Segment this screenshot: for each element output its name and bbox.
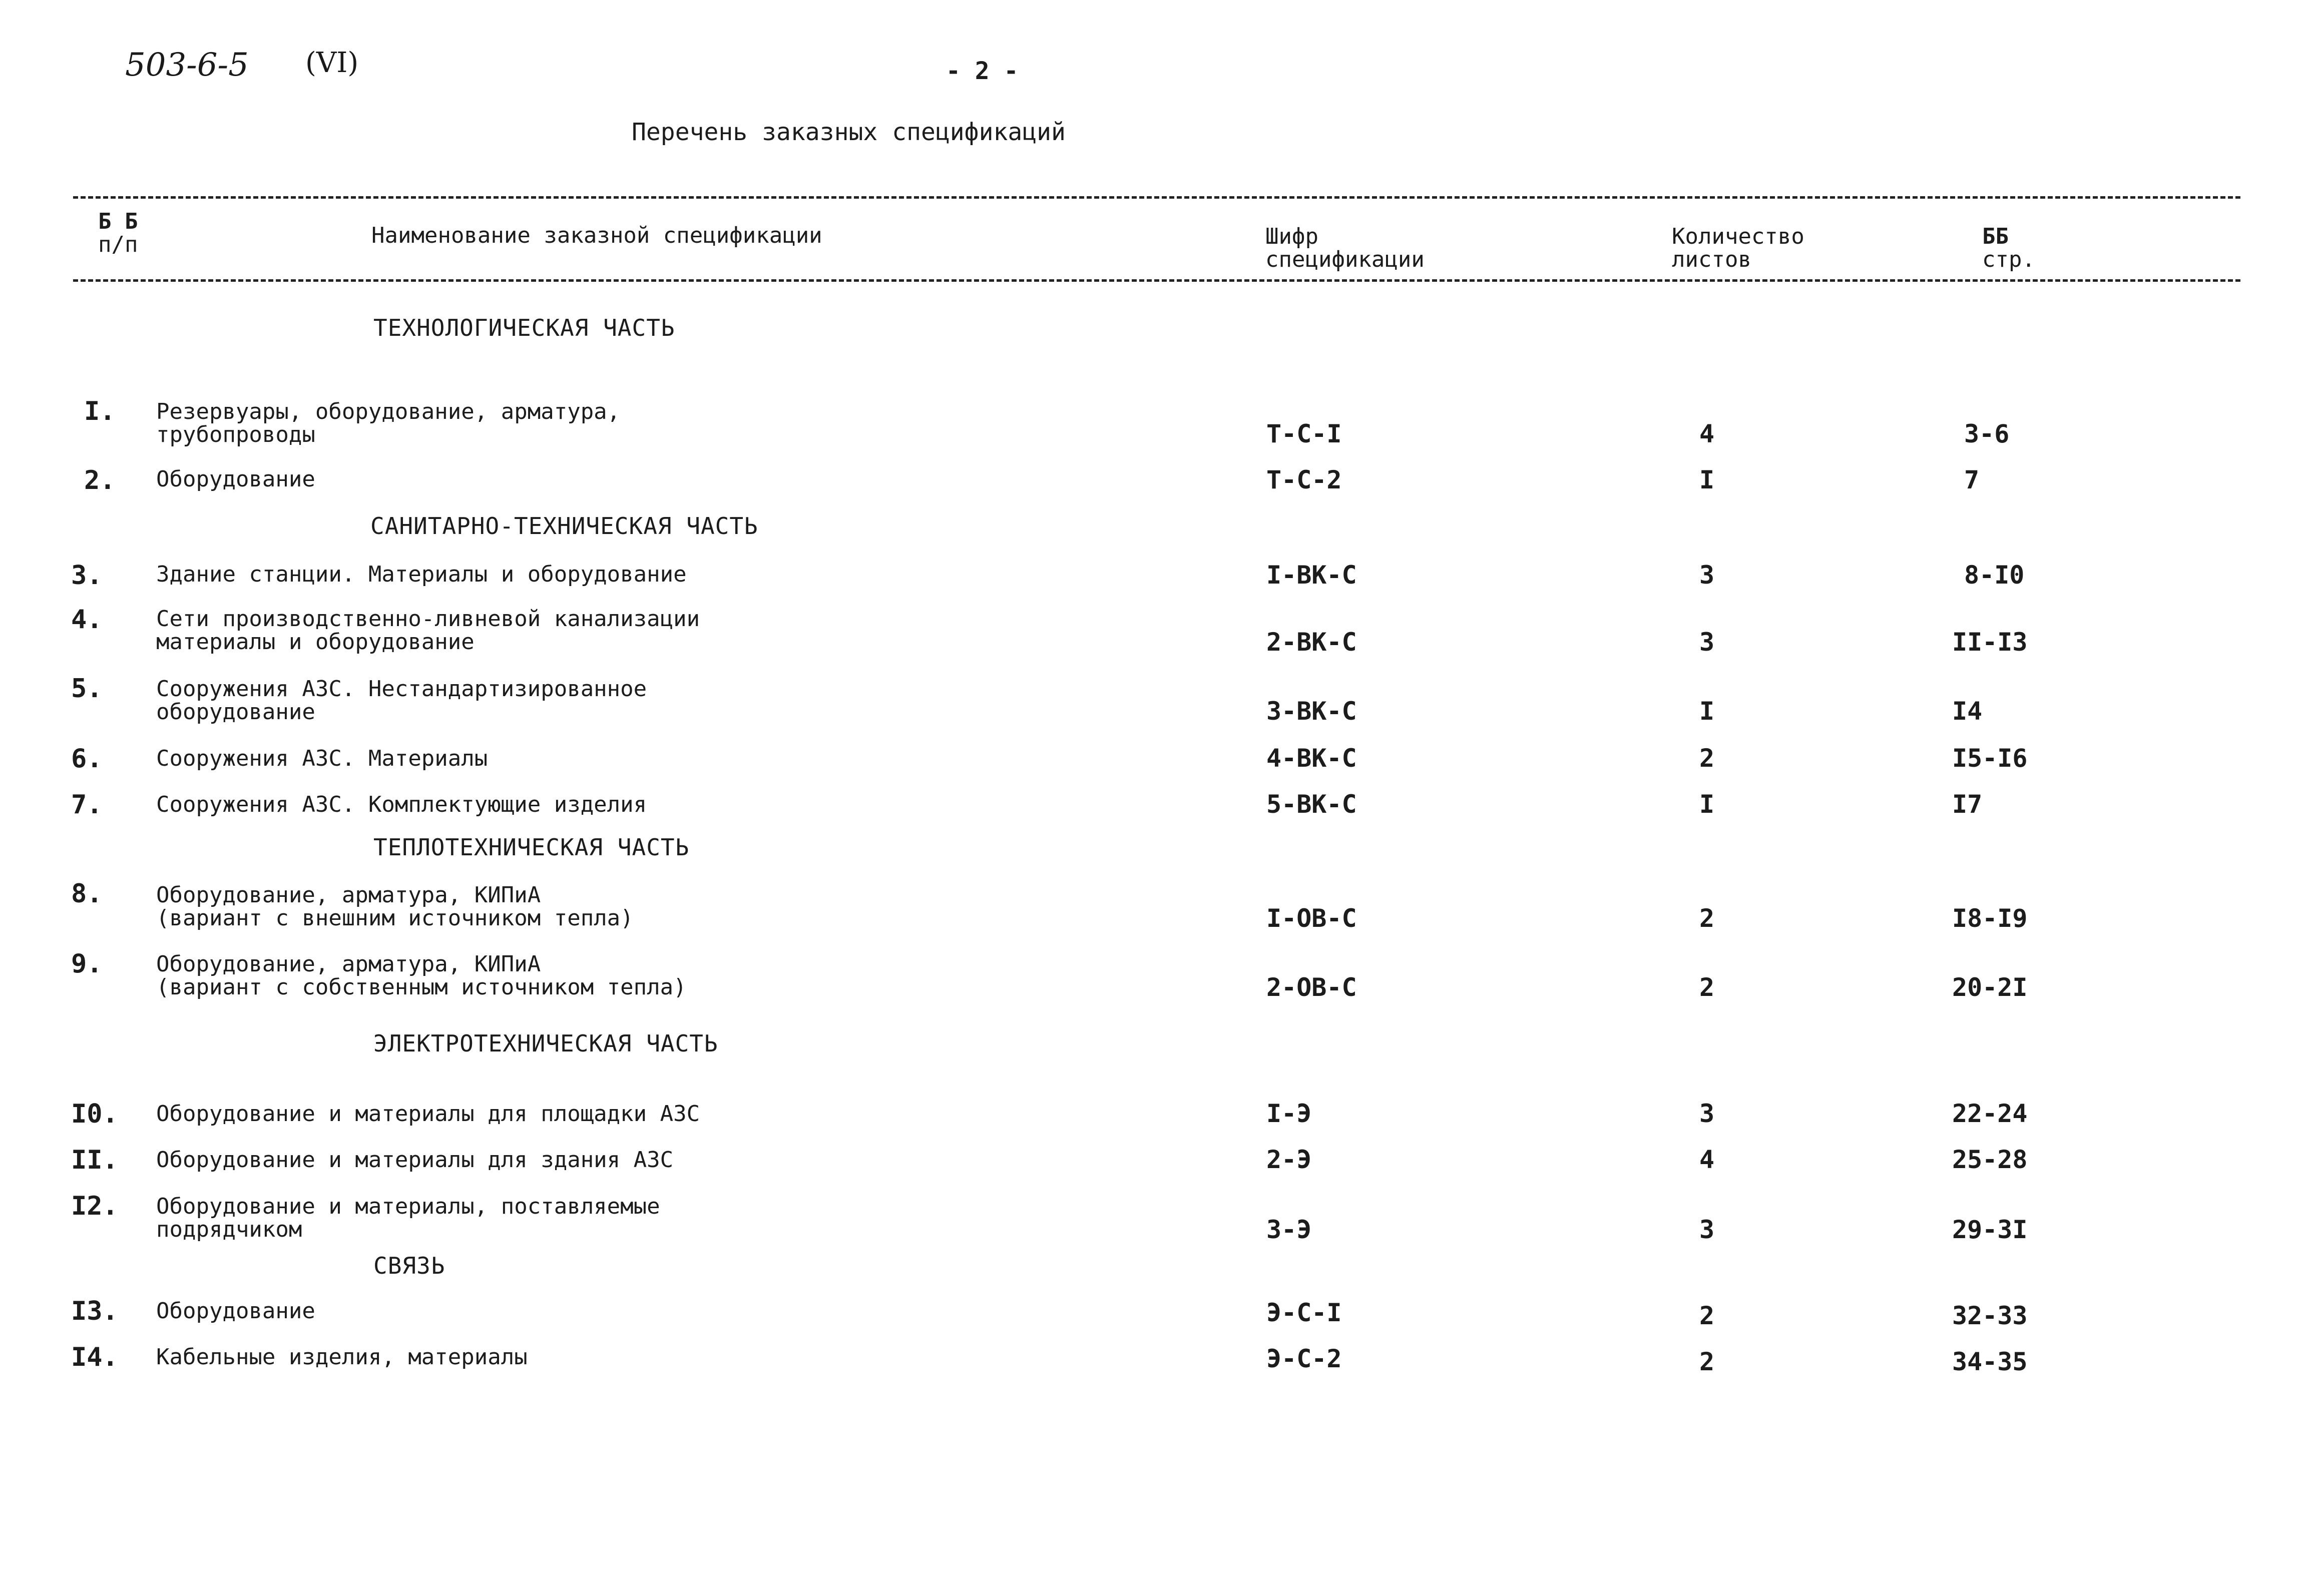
header-num-line2: п/п [98, 232, 138, 257]
header-pages-line1: ББ [1982, 224, 2009, 249]
row-name-line1: Оборудование [156, 466, 315, 492]
row-name-line1: Здание станции. Материалы и оборудование [156, 562, 687, 587]
row-code: 3-Э [1266, 1215, 1312, 1244]
row-name-line2: оборудование [156, 699, 315, 725]
row-code: 3-ВК-С [1266, 697, 1357, 726]
page-number: - 2 - [946, 57, 1019, 85]
row-code: 2-ВК-С [1266, 628, 1357, 657]
row-pages: 20-2I [1952, 973, 2028, 1002]
row-number: II. [71, 1145, 118, 1175]
row-number: 9. [71, 949, 103, 979]
row-pages: I5-I6 [1952, 744, 2028, 773]
row-code: 2-Э [1266, 1145, 1312, 1174]
header-code-line2: спецификации [1265, 247, 1425, 272]
table-header-rule [73, 279, 2240, 282]
row-code: 5-ВК-С [1266, 790, 1357, 819]
row-sheets: 3 [1699, 1099, 1715, 1128]
table-top-rule [73, 196, 2240, 199]
row-sheets: I [1699, 697, 1715, 726]
row-sheets: 4 [1699, 419, 1715, 448]
row-name-line1: Кабельные изделия, материалы [156, 1344, 528, 1370]
header-name: Наименование заказной спецификации [371, 223, 822, 248]
page-title: Перечень заказных спецификаций [632, 118, 1066, 146]
row-sheets: 2 [1699, 744, 1715, 773]
row-sheets: 3 [1699, 561, 1715, 590]
row-name-line1: Оборудование [156, 1298, 315, 1324]
row-code: 2-ОВ-С [1266, 973, 1357, 1002]
row-sheets: 4 [1699, 1145, 1715, 1174]
row-number: 6. [71, 744, 103, 774]
header-pages-line2: стр. [1982, 247, 2035, 272]
row-pages: II-I3 [1952, 628, 2028, 657]
header-code-line1: Шифр [1265, 224, 1318, 249]
row-number: I. [84, 396, 116, 426]
row-name-line1: Оборудование и материалы, поставляемые [156, 1194, 660, 1219]
row-number: 2. [84, 465, 116, 495]
row-name-line2: материалы и оборудование [156, 629, 475, 655]
row-sheets: 2 [1699, 904, 1715, 933]
row-sheets: 3 [1699, 1215, 1715, 1244]
row-number: 3. [71, 561, 103, 591]
row-name-line1: Резервуары, оборудование, арматура, [156, 399, 621, 424]
section-heading: ЭЛЕКТРОТЕХНИЧЕСКАЯ ЧАСТЬ [373, 1030, 718, 1057]
row-name-line2: подрядчиком [156, 1217, 302, 1242]
row-number: 5. [71, 674, 103, 704]
row-code: Т-С-I [1266, 419, 1342, 448]
row-pages: 7 [1964, 465, 1980, 494]
row-pages: I8-I9 [1952, 904, 2028, 933]
row-number: I2. [71, 1191, 118, 1221]
row-sheets: I [1699, 790, 1715, 819]
row-code: 4-ВК-С [1266, 744, 1357, 773]
row-code: Э-С-I [1266, 1298, 1342, 1327]
row-pages: 32-33 [1952, 1301, 2028, 1330]
row-sheets: 2 [1699, 1347, 1715, 1376]
row-sheets: I [1699, 465, 1715, 494]
section-heading: ТЕПЛОТЕХНИЧЕСКАЯ ЧАСТЬ [373, 834, 690, 861]
row-name-line1: Оборудование, арматура, КИПиА [156, 882, 541, 908]
row-number: 7. [71, 790, 103, 820]
row-name-line2: трубопроводы [156, 422, 315, 447]
row-name-line1: Оборудование и материалы для здания АЗС [156, 1147, 674, 1173]
row-name-line2: (вариант с внешним источником тепла) [156, 905, 634, 931]
row-pages: 34-35 [1952, 1347, 2028, 1376]
section-heading: САНИТАРНО-ТЕХНИЧЕСКАЯ ЧАСТЬ [370, 512, 758, 540]
document-part: (VI) [305, 47, 359, 79]
row-name-line1: Сооружения АЗС. Материалы [156, 746, 488, 771]
row-name-line1: Оборудование и материалы для площадки АЗС [156, 1101, 700, 1127]
row-number: I0. [71, 1099, 118, 1129]
row-pages: 3-6 [1964, 419, 2010, 448]
row-sheets: 2 [1699, 1301, 1715, 1330]
header-sheets-line1: Количество [1672, 224, 1804, 249]
row-name-line1: Сооружения АЗС. Нестандартизированное [156, 676, 647, 702]
row-code: Т-С-2 [1266, 465, 1342, 494]
header-sheets-line2: листов [1672, 247, 1751, 272]
header-num-line1: Б Б [98, 209, 138, 234]
row-code: I-ВК-С [1266, 561, 1357, 590]
row-name-line2: (вариант с собственным источником тепла) [156, 974, 687, 1000]
row-sheets: 2 [1699, 973, 1715, 1002]
row-pages: 8-I0 [1964, 561, 2025, 590]
row-pages: 25-28 [1952, 1145, 2028, 1174]
row-name-line1: Сооружения АЗС. Комплектующие изделия [156, 792, 647, 817]
row-code: I-Э [1266, 1099, 1312, 1128]
section-heading: ТЕХНОЛОГИЧЕСКАЯ ЧАСТЬ [373, 314, 675, 341]
row-name-line1: Сети производственно-ливневой канализации [156, 606, 700, 632]
row-code: Э-С-2 [1266, 1344, 1342, 1373]
row-number: 4. [71, 605, 103, 635]
row-pages: 22-24 [1952, 1099, 2028, 1128]
row-pages: I7 [1952, 790, 1983, 819]
row-number: I3. [71, 1296, 118, 1326]
row-code: I-ОВ-С [1266, 904, 1357, 933]
row-name-line1: Оборудование, арматура, КИПиА [156, 951, 541, 977]
row-sheets: 3 [1699, 628, 1715, 657]
row-number: 8. [71, 879, 103, 909]
row-number: I4. [71, 1342, 118, 1372]
document-code: 503-6-5 [125, 47, 249, 84]
row-pages: 29-3I [1952, 1215, 2028, 1244]
row-pages: I4 [1952, 697, 1983, 726]
section-heading: СВЯЗЬ [373, 1252, 445, 1279]
